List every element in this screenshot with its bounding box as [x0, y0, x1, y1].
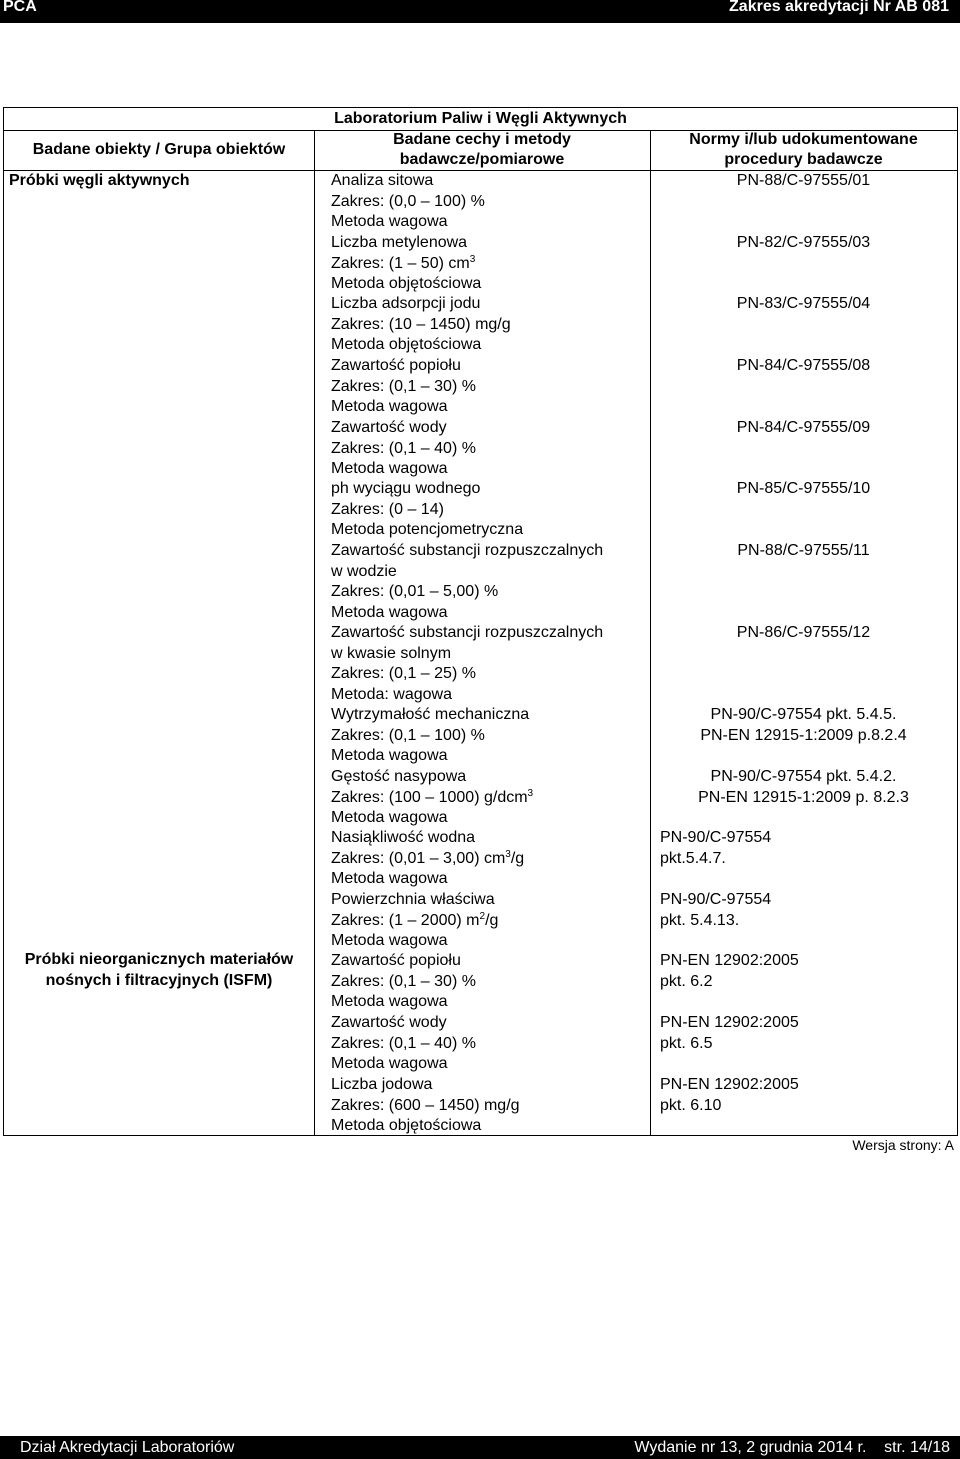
norm-line: PN-90/C-97554 — [660, 891, 772, 908]
method-cell — [331, 705, 641, 767]
method-type: Metoda wagowa — [331, 993, 448, 1011]
method-range: Zakres: (10 – 1450) mg/g — [331, 315, 511, 333]
norm-cell — [650, 951, 957, 992]
col-header-methods-l2: badawcze/pomiarowe — [399, 151, 565, 168]
method-cell — [331, 356, 641, 418]
method-name: Liczba adsorpcji jodu — [331, 295, 481, 312]
method-cell — [331, 1013, 641, 1075]
norm-line: PN-88/C-97555/01 — [736, 172, 871, 189]
norm-line: PN-EN 12902:2005 — [660, 1014, 799, 1031]
norm-line: PN-EN 12902:2005 — [660, 1076, 799, 1093]
col-header-norms-l1: Normy i/lub udokumentowane — [689, 131, 918, 148]
method-range: Zakres: (0,01 – 5,00) % — [331, 583, 499, 601]
method-type: Metoda wagowa — [331, 213, 448, 231]
col-header-norms-l2: procedury badawcze — [724, 151, 883, 168]
norm-line: PN-90/C-97554 pkt. 5.4.5. — [710, 706, 897, 723]
method-cell — [331, 828, 641, 890]
group-label-isfm-l1: Próbki nieorganicznych materiałów — [24, 951, 294, 968]
norm-line: PN-90/C-97554 pkt. 5.4.2. — [710, 768, 897, 785]
method-name: Powierzchnia właściwa — [331, 891, 495, 908]
norm-cell — [650, 294, 957, 315]
method-cell — [331, 233, 641, 295]
norm-line: PN-EN 12915-1:2009 p.8.2.4 — [700, 726, 907, 744]
norm-line: pkt.5.4.7. — [660, 849, 726, 867]
norm-cell — [650, 828, 957, 869]
footer-department: Dział Akredytacji Laboratoriów — [20, 1439, 235, 1456]
method-range: Zakres: (100 – 1000) g/dcm$^3$ — [331, 787, 534, 806]
method-range: Zakres: (600 – 1450) mg/g — [331, 1096, 520, 1114]
method-type: Metoda wagowa — [331, 932, 448, 950]
method-type: Metoda objętościowa — [331, 275, 482, 293]
norm-line: pkt. 6.2 — [660, 972, 713, 990]
norm-line: pkt. 5.4.13. — [660, 911, 740, 929]
method-cell — [331, 541, 641, 623]
norm-line: PN-88/C-97555/11 — [737, 542, 870, 559]
norm-line: pkt. 6.10 — [660, 1096, 722, 1114]
accreditation-table — [3, 107, 958, 1136]
method-range: Zakres: (1 – 2000) $m^2/g$ — [331, 910, 499, 929]
method-name: Zawartość wody — [331, 419, 447, 436]
col-header-methods-l1: Badane cechy i metody — [393, 131, 571, 148]
group-label-activated-carbon: Próbki węgli aktywnych — [9, 172, 190, 189]
norm-cell — [650, 233, 957, 254]
norm-cell — [650, 418, 957, 439]
method-cell — [331, 294, 641, 356]
method-cell — [331, 951, 641, 1013]
norm-cell — [650, 171, 957, 192]
norm-line: PN-EN 12915-1:2009 p. 8.2.3 — [698, 788, 909, 806]
method-name: Liczba jodowa — [331, 1076, 433, 1093]
method-type: Metoda wagowa — [331, 1055, 448, 1073]
method-range: Zakres: (0,01 – 3,00) $cm^3/g$ — [331, 848, 525, 867]
method-range: Zakres: (1 – 50) $cm^3$ — [331, 253, 476, 272]
method-name: Wytrzymałość mechaniczna — [331, 706, 530, 723]
method-type: Metoda wagowa — [331, 809, 448, 827]
method-name: Zawartość popiołu — [331, 952, 461, 969]
norm-cell — [650, 705, 957, 746]
norm-cell — [650, 479, 957, 500]
method-type: Metoda objętościowa — [331, 1117, 482, 1135]
norm-cell — [650, 623, 957, 644]
norm-line: PN-84/C-97555/09 — [736, 419, 871, 436]
method-type: Metoda wagowa — [331, 460, 448, 478]
method-range: Zakres: (0,1 – 30) % — [331, 972, 476, 990]
norm-line: PN-84/C-97555/08 — [736, 357, 871, 374]
norm-line: pkt. 6.5 — [660, 1034, 713, 1052]
method-name-cont: w wodzie — [331, 562, 397, 580]
norm-line: PN-90/C-97554 — [660, 829, 772, 846]
method-type: Metoda wagowa — [331, 398, 448, 416]
method-cell — [331, 767, 641, 829]
column-divider — [314, 131, 315, 1135]
document-title: Zakres akredytacji Nr AB 081 — [729, 0, 949, 15]
method-name: Gęstość nasypowa — [331, 768, 467, 785]
norm-line: PN-82/C-97555/03 — [736, 234, 871, 251]
method-name: Nasiąkliwość wodna — [331, 829, 476, 846]
method-type: Metoda: wagowa — [331, 685, 452, 703]
lab-title: Laboratorium Paliw i Węgli Aktywnych — [334, 110, 627, 127]
method-name-cont: w kwasie solnym — [331, 644, 452, 662]
method-cell — [331, 1075, 641, 1137]
norm-line: PN-83/C-97555/04 — [736, 295, 871, 312]
footer-bar — [0, 1436, 960, 1459]
norm-cell — [650, 1013, 957, 1054]
norm-line: PN-EN 12902:2005 — [660, 952, 799, 969]
method-cell — [331, 623, 641, 705]
norm-line: PN-85/C-97555/10 — [736, 480, 871, 497]
norm-cell — [650, 541, 957, 562]
method-name: Zawartość substancji rozpuszczalnych — [331, 624, 604, 641]
method-range: Zakres: (0,1 – 40) % — [331, 1034, 476, 1052]
method-cell — [331, 418, 641, 480]
top-banner — [0, 0, 960, 23]
norm-cell — [650, 356, 957, 377]
method-range: Zakres: (0 – 14) — [331, 500, 444, 518]
method-name: Analiza sitowa — [331, 172, 434, 189]
norm-cell — [650, 767, 957, 808]
method-range: Zakres: (0,1 – 30) % — [331, 377, 476, 395]
method-name: Zawartość popiołu — [331, 357, 461, 374]
group-label-isfm-l2: nośnych i filtracyjnych (ISFM) — [45, 972, 273, 989]
norm-cell — [650, 890, 957, 931]
org-label: PCA — [3, 0, 37, 15]
method-name: Zawartość substancji rozpuszczalnych — [331, 542, 604, 559]
method-cell — [331, 890, 641, 952]
method-range: Zakres: (0,0 – 100) % — [331, 192, 485, 210]
method-type: Metoda wagowa — [331, 603, 448, 621]
norm-cell — [650, 1075, 957, 1116]
method-name: ph wyciągu wodnego — [331, 480, 481, 497]
method-range: Zakres: (0,1 – 100) % — [331, 726, 485, 744]
method-cell — [331, 479, 641, 541]
method-type: Metoda potencjometryczna — [331, 521, 524, 539]
method-name: Zawartość wody — [331, 1014, 447, 1031]
norm-line: PN-86/C-97555/12 — [736, 624, 871, 641]
method-type: Metoda wagowa — [331, 747, 448, 765]
footer-edition: Wydanie nr 13, 2 grudnia 2014 r. str. 14/18 — [634, 1439, 950, 1456]
method-range: Zakres: (0,1 – 25) % — [331, 665, 476, 683]
method-type: Metoda objętościowa — [331, 336, 482, 354]
method-name: Liczba metylenowa — [331, 234, 468, 251]
method-cell — [331, 171, 641, 233]
method-type: Metoda wagowa — [331, 870, 448, 888]
col-header-objects: Badane obiekty / Grupa obiektów — [32, 141, 286, 158]
page-version: Wersja strony: A — [852, 1137, 954, 1153]
method-range: Zakres: (0,1 – 40) % — [331, 439, 476, 457]
